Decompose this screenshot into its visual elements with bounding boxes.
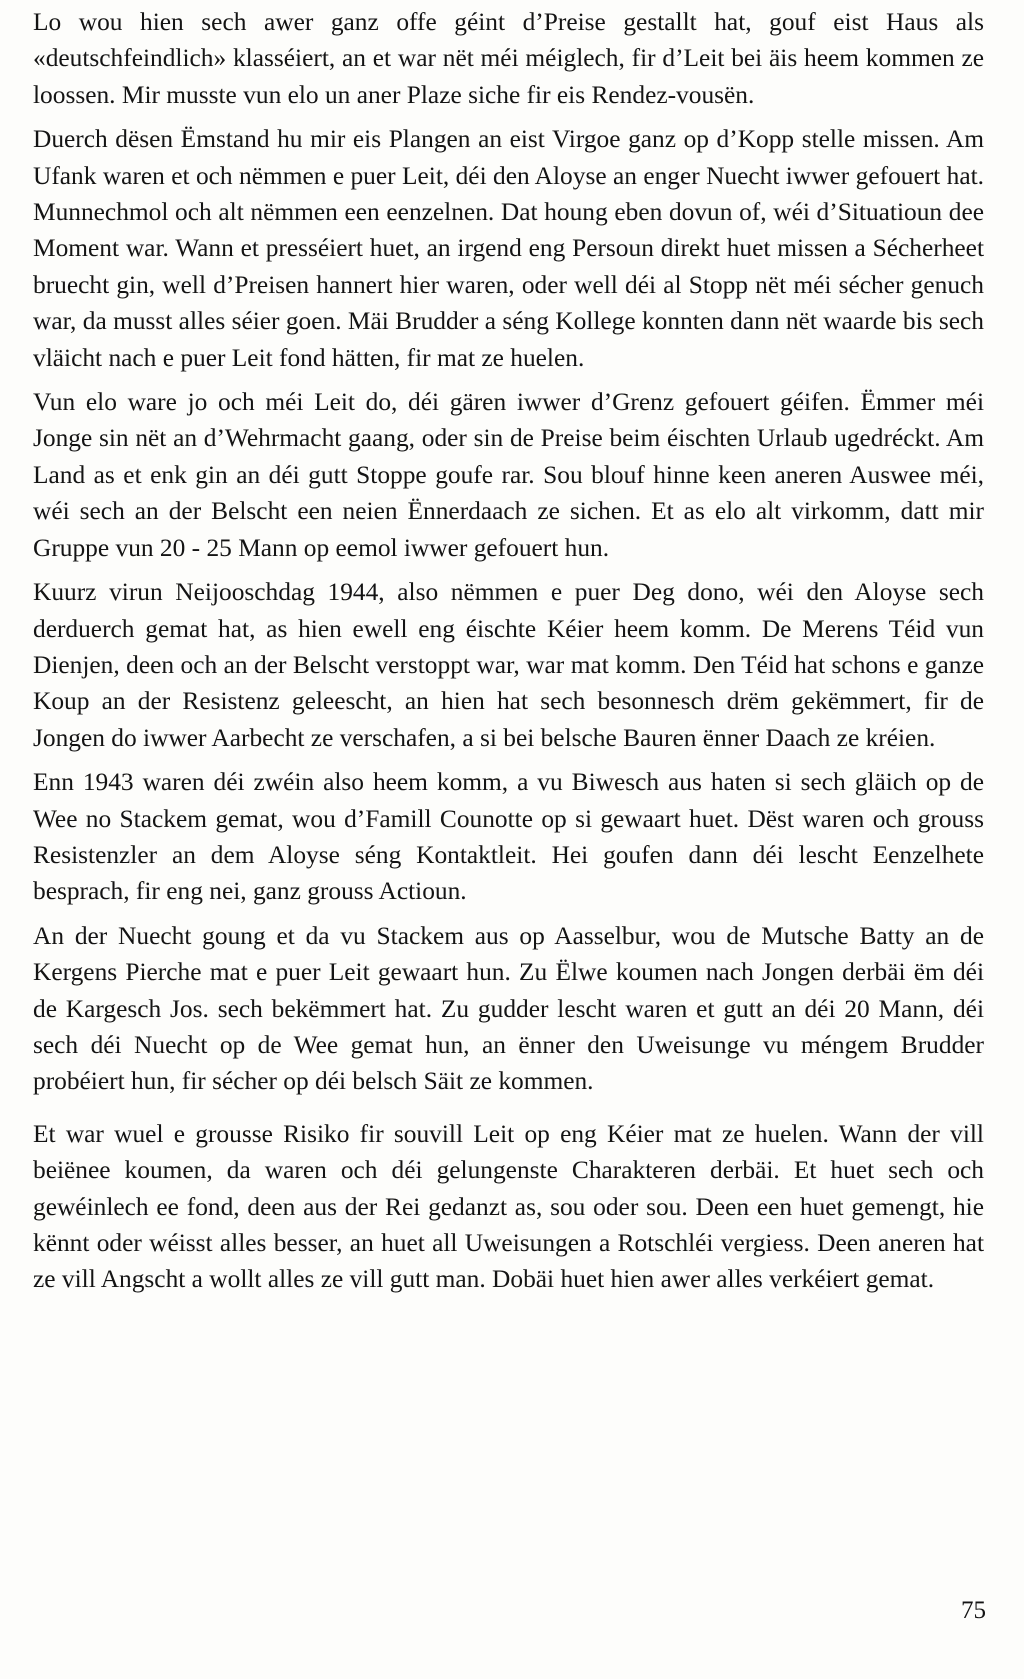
paragraph-2: Duerch dësen Ëmstand hu mir eis Plangen an eist Virgoe ganz op d’Kopp stelle missen. Am Ufank waren et och nëmmen e puer Leit, déi den Aloyse an enger Nuecht iwwer gefouert hat. Munnechmol och alt nëmmen een eenzelnen. Dat houng eben dovun of, wéi d’Situatioun dee Moment war. Wann et presséiert huet, an irgend eng Persoun direkt huet missen a Sécherheet bruecht gin, well d’Preisen hannert hier waren, oder well déi al Stopp nët méi sécher genuch war, da musst alles séier goen. Mäi Brudder a séng Kollege konnten dann nët waarde bis sech vläicht nach e puer Leit fond hätten, fir mat ze huelen.: [33, 125, 984, 372]
paragraph-6: An der Nuecht goung et da vu Stackem aus op Aasselbur, wou de Mutsche Batty an de Kergens Pierche mat e puer Leit gewaart hun. Zu Ëlwe koumen nach Jongen derbäi ëm déi de Kargesch Jos. sech bekëmmert hat. Zu gudder lescht waren et gutt an déi 20 Mann, déi sech déi Nuecht op de Wee gemat hun, an ënner den Uweisunge vu méngem Brudder probéiert hun, fir sécher op déi belsch Säit ze kommen.: [33, 921, 984, 1096]
paragraph-4: Kuurz virun Neijooschdag 1944, also nëmmen e puer Deg dono, wéi den Aloyse sech derduerch gemat hat, as hien ewell eng éischte Kéier heem komm. De Merens Téid vun Dienjen, deen och an der Belscht verstoppt war, war mat komm. Den Téid hat schons e ganze Koup an der Resistenz geleescht, an hien hat sech besonnesch drëm gekëmmert, fir de Jongen do iwwer Aarbecht ze verschafen, a si bei belsche Bauren ënner Daach ze kréien.: [33, 578, 984, 752]
paragraph-3: Vun elo ware jo och méi Leit do, déi gären iwwer d’Grenz gefouert géifen. Ëmmer méi Jonge sin nët an d’Wehrmacht gaang, oder sin de Preise beim éischten Urlaub ugedréckt. Am Land as et enk gin an déi gutt Stoppe goufe rar. Sou blouf hinne keen aneren Auswee méi, wéi sech an der Belscht een neien Ënnerdaach ze sichen. Et as elo alt virkomm, datt mir Gruppe vun 20 - 25 Mann op eemol iwwer gefouert hun.: [33, 388, 984, 562]
paragraph-1: Lo wou hien sech awer ganz offe géint d’Preise gestallt hat, gouf eist Haus als «deutschfeindlich» klasséiert, an et war nët méi méiglech, fir d’Leit bei äis heem kommen ze loossen. Mir musste vun elo un aner Plaze siche fir eis Rendez-vousën.: [33, 8, 984, 109]
paragraph-7: Et war wuel e grousse Risiko fir souvill Leit op eng Kéier mat ze huelen. Wann der vill beiënee koumen, da waren och déi gelungenste Charakteren derbäi. Et huet sech och gewéinlech ee fond, deen aus der Rei gedanzt as, sou oder sou. Deen een huet gemengt, hie kënnt oder wéisst alles besser, an huet all Uweisungen a Rotschléi vergiess. Deen aneren hat ze vill Angscht a wollt alles ze vill gutt man. Dobäi huet hien awer alles verkéiert gemat.: [33, 1119, 984, 1294]
paragraph-5: Enn 1943 waren déi zwéin also heem komm, a vu Biwesch aus haten si sech gläich op de Wee no Stackem gemat, wou d’Famill Counotte op si gewaart huet. Dëst waren och grouss Resistenzler an dem Aloyse séng Kontaktleit. Hei goufen dann déi lescht Eenzelhete besprach, fir eng nei, ganz grouss Actioun.: [33, 768, 984, 906]
body-text: [33, 4, 984, 1298]
page-number: 75: [961, 1597, 986, 1624]
